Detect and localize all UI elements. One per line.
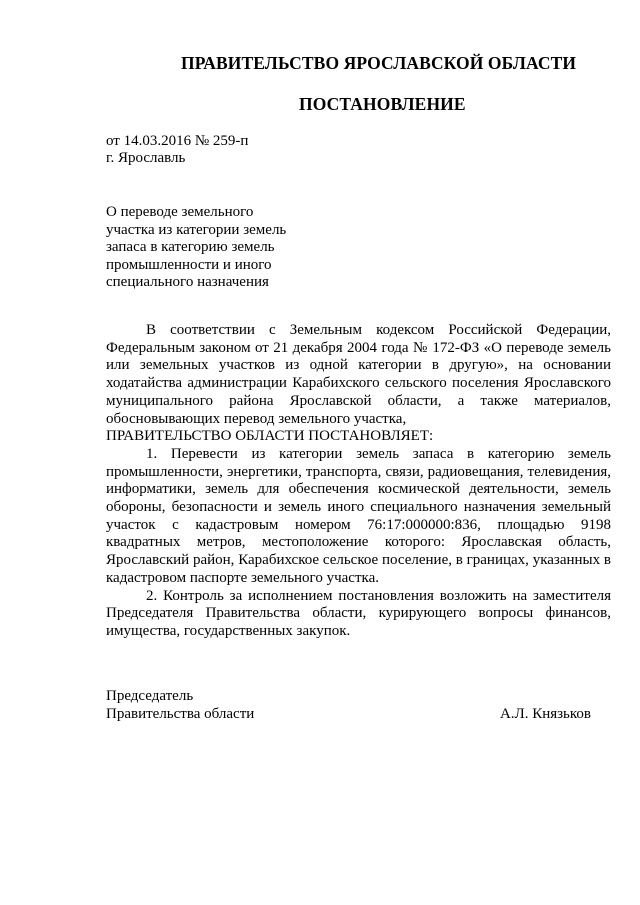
signature-block [106,688,611,723]
subject-line: О переводе земельного [106,204,254,220]
signer-position-line-1: Председатель [106,688,194,704]
subject-line: специального назначения [106,274,269,291]
city-line: г. Ярославль [106,150,186,166]
signature-row [106,706,611,724]
signer-name: А.Л. Князьков [499,705,591,722]
document-subject [106,204,316,292]
item-1-paragraph: 1. Перевести из категории земель запаса в категорию земель промышленности, энергетики, транспорта, связи, радиовещания, телевидения, информатики, земель для обеспечения космической деятельности, земель обороны, безопасности и земель иного специального назначения земельный участок с кадастровым номером 76:17:000000:836, площадью 9198 квадратных метров, местоположение которого: Ярославская область, Ярославский район, Карабихское сельское поселение, в границах, указанных в кадастровом паспорте земельного участка. [106,445,611,586]
resolves-line: ПРАВИТЕЛЬСТВО ОБЛАСТИ ПОСТАНОВЛЯЕТ: [106,428,434,445]
government-heading: ПРАВИТЕЛЬСТВО ЯРОСЛАВСКОЙ ОБЛАСТИ [181,53,577,73]
document-type-heading: ПОСТАНОВЛЕНИЕ [299,94,466,114]
signer-position-line-2: Правительства области [106,705,255,722]
subject-line: участка из категории земель [106,221,287,238]
date-number-line: от 14.03.2016 № 259-п [106,133,249,149]
item-2-paragraph: 2. Контроль за исполнением постановления возложить на заместителя Председателя Правительства области, курирующего вопросы финансов, имущества, государственных закупок. [106,587,611,639]
subject-line: промышленности и иного [106,256,272,273]
preamble-paragraph: В соответствии с Земельным кодексом Российской Федерации, Федеральным законом от 21 декабря 2004 года № 172-ФЗ «О переводе земель или земельных участков из одной категории в другую», на основании ходатайства администрации Карабихского сельского поселения Ярославского муниципального района Ярославской области, а также материалов, обосновывающих перевод земельного участка, [106,322,611,427]
document-body [106,322,611,641]
subject-line: запаса в категорию земель [106,239,275,256]
